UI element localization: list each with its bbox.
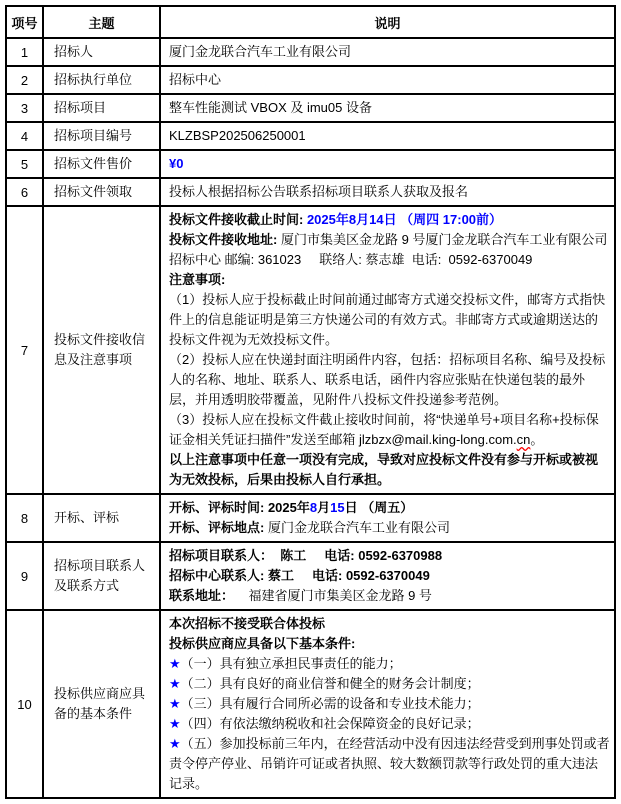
spellcheck-wavy-text: cn — [516, 432, 531, 447]
description-line: （3）投标人应在投标文件截止接收时间前，将“快递单号+项目名称+投标保证金相关凭证扫描件”发送至邮箱 jlzbzx@mail.king-long.com.cn。 — [169, 412, 599, 447]
description-cell — [160, 178, 615, 206]
subject-cell: 开标、评标 — [43, 494, 160, 542]
subject-cell: 招标执行单位 — [43, 66, 160, 94]
description-line: 开标、评标地点: 厦门金龙联合汽车工业有限公司 — [169, 520, 450, 535]
table-row — [6, 542, 615, 610]
tender-info-table — [5, 5, 616, 799]
table-row — [6, 94, 615, 122]
description-line: ★（三）具有履行合同所必需的设备和专业技术能力； — [169, 696, 480, 711]
description-line: 厦门金龙联合汽车工业有限公司 — [169, 44, 352, 59]
table-row — [6, 66, 615, 94]
item-no-cell: 6 — [6, 178, 43, 206]
item-no-cell: 10 — [6, 610, 43, 798]
description-line: 招标中心联系人: 蔡工 电话: 0592-6370049 — [169, 568, 430, 583]
item-no-cell: 5 — [6, 150, 43, 178]
table-row — [6, 38, 615, 66]
description-line: 注意事项: — [169, 272, 226, 287]
description-cell — [160, 66, 615, 94]
table-row — [6, 122, 615, 150]
table-row — [6, 494, 615, 542]
subject-cell: 投标文件接收信息及注意事项 — [43, 206, 160, 494]
description-cell — [160, 542, 615, 610]
table-row — [6, 206, 615, 494]
description-line: （2）投标人应在快递封面注明函件内容，包括：招标项目名称、编号及投标人的名称、地址、联系人、联系电话，函件内容应张贴在快递包装的最外层，并用透明胶带覆盖，见附件八投标文件投递参考范例。 — [169, 352, 606, 407]
description-line: ★（二）具有良好的商业信誉和健全的财务会计制度； — [169, 676, 480, 691]
subject-cell: 招标文件售价 — [43, 150, 160, 178]
header-item-no: 项号 — [6, 6, 43, 38]
description-line: 投标文件接收地址: 厦门市集美区金龙路 9 号厦门金龙联合汽车工业有限公司招标中心 邮编: 361023 联络人: 蔡志雄 电话: 0592-6370049 — [169, 232, 608, 267]
table-row — [6, 178, 615, 206]
description-line: 开标、评标时间: 2025年8月15日 （周五） — [169, 500, 414, 515]
description-line: 招标中心 — [169, 72, 222, 87]
description-line: （1）投标人应于投标截止时间前通过邮寄方式递交投标文件，邮寄方式指快件上的信息能证明是第三方快递公司的有效方式。非邮寄方式或逾期送达的投标文件视为无效投标文件。 — [169, 292, 606, 347]
table-header-row — [6, 6, 615, 38]
description-cell — [160, 94, 615, 122]
description-line: 联系地址： 福建省厦门市集美区金龙路 9 号 — [169, 588, 432, 603]
table-row — [6, 610, 615, 798]
subject-cell: 招标文件领取 — [43, 178, 160, 206]
description-line: 投标供应商应具备以下基本条件: — [169, 636, 356, 651]
description-line: 整车性能测试 VBOX 及 imu05 设备 — [169, 100, 372, 115]
description-line: ★（五）参加投标前三年内，在经营活动中没有因违法经营受到刑事处罚或者责令停产停业、吊销许可证或者执照、较大数额罚款等行政处罚的重大违法记录。 — [169, 736, 610, 791]
item-no-cell: 2 — [6, 66, 43, 94]
table-row — [6, 150, 615, 178]
description-line: ¥0 — [169, 156, 184, 171]
item-no-cell: 9 — [6, 542, 43, 610]
description-line: ★（四）有依法缴纳税收和社会保障资金的良好记录； — [169, 716, 480, 731]
description-line: 本次招标不接受联合体投标 — [169, 616, 326, 631]
header-description: 说明 — [160, 6, 615, 38]
item-no-cell: 1 — [6, 38, 43, 66]
subject-cell: 投标供应商应具备的基本条件 — [43, 610, 160, 798]
item-no-cell: 7 — [6, 206, 43, 494]
description-line: 投标人根据招标公告联系招标项目联系人获取及报名 — [169, 184, 469, 199]
description-line: 以上注意事项中任意一项没有完成，导致对应投标文件没有参与开标或被视为无效投标，后果由投标人自行承担。 — [169, 452, 599, 487]
subject-cell: 招标人 — [43, 38, 160, 66]
description-line: 招标项目联系人： 陈工 电话: 0592-6370988 — [169, 548, 443, 563]
description-cell — [160, 610, 615, 798]
subject-cell: 招标项目 — [43, 94, 160, 122]
header-subject: 主题 — [43, 6, 160, 38]
description-cell — [160, 150, 615, 178]
description-line: 投标文件接收截止时间: 2025年8月14日 （周四 17:00前） — [169, 212, 503, 227]
description-line: KLZBSP202506250001 — [169, 128, 306, 143]
item-no-cell: 3 — [6, 94, 43, 122]
item-no-cell: 8 — [6, 494, 43, 542]
description-cell — [160, 122, 615, 150]
description-cell — [160, 38, 615, 66]
subject-cell: 招标项目编号 — [43, 122, 160, 150]
description-line: ★（一）具有独立承担民事责任的能力； — [169, 656, 402, 671]
table-body — [6, 38, 615, 798]
subject-cell: 招标项目联系人及联系方式 — [43, 542, 160, 610]
item-no-cell: 4 — [6, 122, 43, 150]
description-cell — [160, 206, 615, 494]
description-cell — [160, 494, 615, 542]
